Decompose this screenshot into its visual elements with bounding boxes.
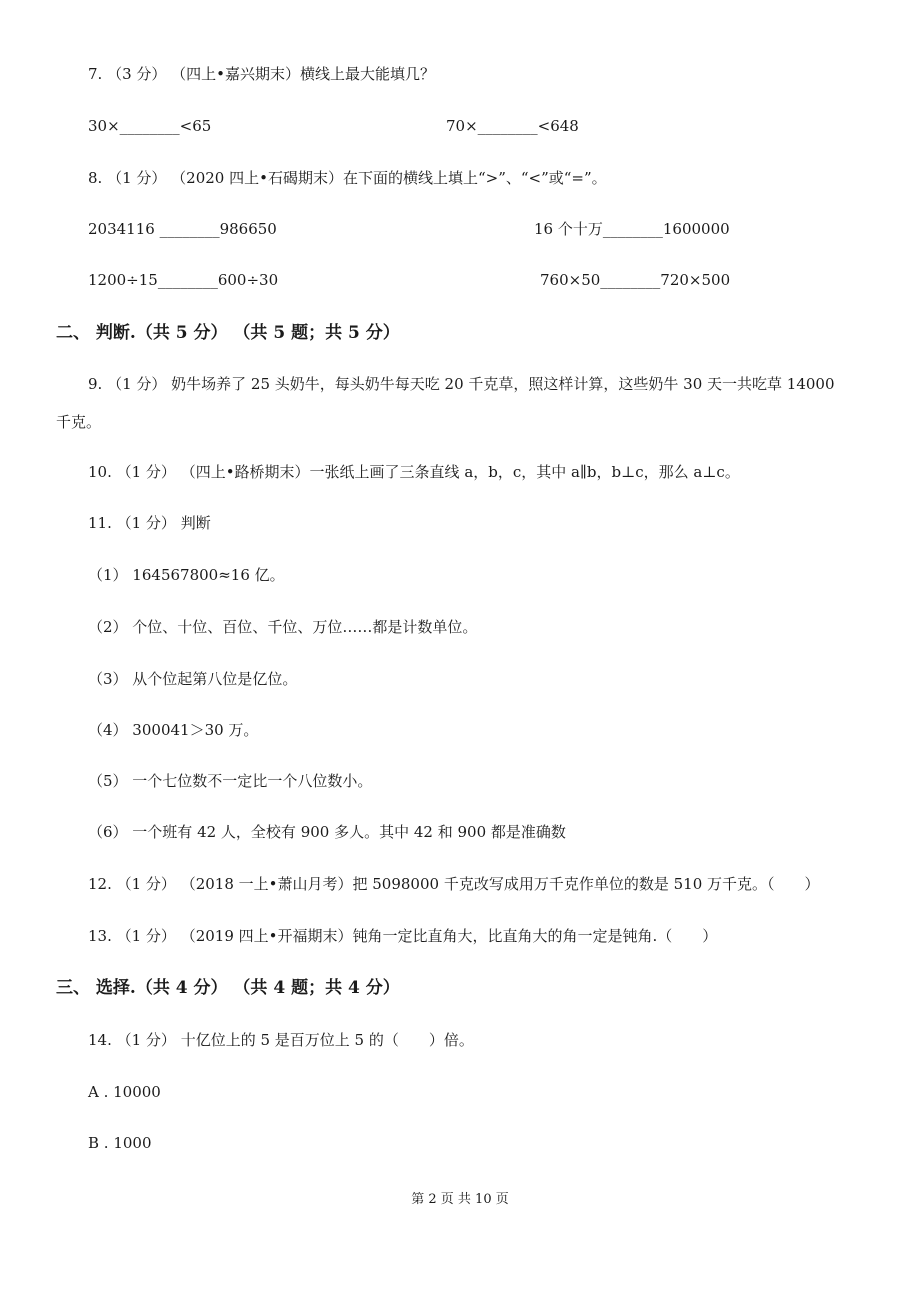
q14-stem: 14. （1 分） 十亿位上的 5 是百万位上 5 的（ ）倍。 [88, 1031, 474, 1049]
q8-blank-b: 16 个十万________1600000 [534, 220, 730, 238]
q12: 12. （1 分） （2018 一上•萧山月考）把 5098000 千克改写成用万千克作单位的数是 510 万千克。（ ） [88, 875, 820, 893]
section-2-title: 二、 判断.（共 5 分） （共 5 题；共 5 分） [56, 323, 400, 343]
q7-stem: 7. （3 分） （四上•嘉兴期末）横线上最大能填几？ [88, 65, 436, 83]
q8-blank-a: 2034116 ________986650 [88, 220, 277, 238]
q11-item-3: （3） 从个位起第八位是亿位。 [88, 670, 298, 688]
q8-blank-c: 1200÷15________600÷30 [88, 271, 279, 289]
page-footer: 第 2 页 共 10 页 [411, 1192, 509, 1207]
q11-stem: 11. （1 分） 判断 [88, 514, 211, 532]
q11-item-1: （1） 164567800≈16 亿。 [88, 566, 285, 584]
q11-item-4: （4） 300041＞30 万。 [88, 721, 259, 739]
q13: 13. （1 分） （2019 四上•开福期末）钝角一定比直角大，比直角大的角一定是钝角.（ ） [88, 927, 718, 945]
section-3-title: 三、 选择.（共 4 分） （共 4 题；共 4 分） [56, 978, 400, 998]
q7-blank-b: 70×________<648 [446, 117, 579, 135]
q11-item-5: （5） 一个七位数不一定比一个八位数小。 [88, 772, 373, 790]
q7-blank-a: 30×________<65 [88, 117, 212, 135]
q11-item-6: （6） 一个班有 42 人，全校有 900 多人。其中 42 和 900 都是准确数 [88, 823, 566, 841]
q11-item-2: （2） 个位、十位、百位、千位、万位……都是计数单位。 [88, 618, 478, 636]
q14-option-a: A . 10000 [88, 1083, 161, 1101]
q9-line-1: 9. （1 分） 奶牛场养了 25 头奶牛，每头奶牛每天吃 20 千克草，照这样计算，这些奶牛 30 天一共吃草 14000 [88, 375, 835, 393]
q10: 10. （1 分） （四上•路桥期末）一张纸上画了三条直线 a，b，c，其中 a∥b，b⊥c，那么 a⊥c。 [88, 463, 740, 481]
q9-line-2: 千克。 [56, 413, 102, 431]
q8-stem: 8. （1 分） （2020 四上•石碣期末）在下面的横线上填上“>”、“<”或“=”。 [88, 169, 607, 187]
q14-option-b: B . 1000 [88, 1134, 152, 1152]
q8-blank-d: 760×50________720×500 [540, 271, 731, 289]
